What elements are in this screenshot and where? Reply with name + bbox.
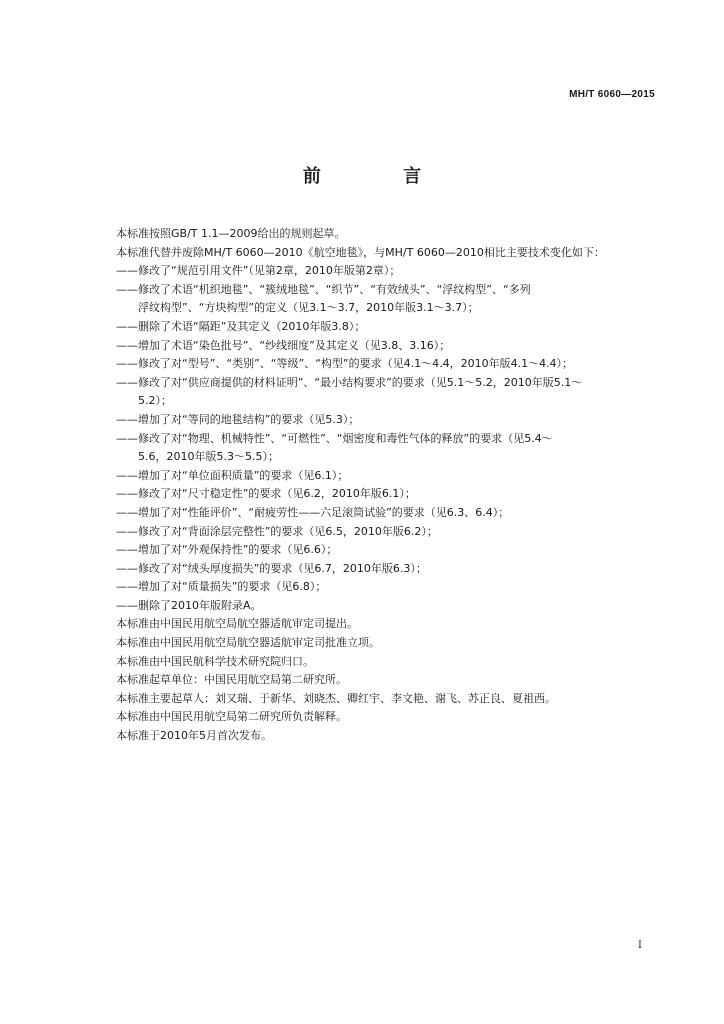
- closing-line: 本标准主要起草人：刘又瑞、于新华、刘晓杰、卿红宇、李文艳、谢飞、苏正良、夏祖西。: [116, 691, 556, 705]
- change-item: [116, 318, 661, 337]
- change-item-text: ——删除了2010年版附录A。: [116, 598, 262, 612]
- closing-line: 本标准由中国民用航空局航空器适航审定司提出。: [116, 617, 358, 631]
- change-item: [116, 262, 661, 281]
- change-item: [116, 337, 661, 356]
- change-item: [116, 560, 661, 579]
- change-item: [116, 578, 661, 597]
- change-item-text: ——增加了对“性能评价”、“耐疲劳性——六足滚筒试验”的要求（见6.3、6.4）；: [116, 505, 510, 519]
- change-item-text: ——修改了对“绒头厚度损失”的要求（见6.7，2010年版6.3）；: [116, 561, 427, 575]
- change-item-text: ——修改了对“供应商提供的材料证明”、“最小结构要求”的要求（见5.1～5.2，2010年版5.1～: [116, 375, 583, 389]
- change-item-text: ——修改了对“型号”、“类别”、“等级”、“构型”的要求（见4.1～4.4，2010年版4.1～4.4）；: [116, 357, 574, 371]
- change-item-text: ——修改了对“物理、机械特性”、“可燃性”、“烟密度和毒性气体的释放”的要求（见5.4～: [116, 431, 553, 445]
- change-item-continuation: 5.2）；: [138, 394, 172, 408]
- change-item: [116, 281, 661, 318]
- change-item-continuation: 浮纹构型”、“方块构型”的定义（见3.1～3.7，2010年版3.1～3.7）；: [138, 301, 479, 315]
- change-item: [116, 411, 661, 430]
- page-title: 前 言: [302, 166, 460, 187]
- change-item: [116, 485, 661, 504]
- change-item-text: ——修改了“规范引用文件”（见第2章，2010年版第2章）；: [116, 264, 401, 278]
- change-item-text: ——修改了对“背面涂层完整性”的要求（见6.5，2010年版6.2）；: [116, 524, 438, 538]
- change-item: [116, 467, 661, 486]
- change-item: [116, 355, 661, 374]
- closing-line: 本标准由中国民用航空局第二研究所负责解释。: [116, 710, 347, 724]
- change-item-text: ——增加了术语“染色批号”、“纱线细度”及其定义（见3.8、3.16）；: [116, 338, 451, 352]
- change-item-text: ——增加了对“单位面积质量”的要求（见6.1）；: [116, 468, 349, 482]
- change-item: [116, 523, 661, 542]
- closing-line: 本标准起草单位：中国民用航空局第二研究所。: [116, 673, 347, 687]
- change-item-text: ——修改了术语“机织地毯”、“簇绒地毯”、“织节”、“有效绒头”、“浮纹构型”、“多列: [116, 282, 531, 296]
- change-item: [116, 597, 661, 616]
- change-item-text: ——增加了对“质量损失”的要求（见6.8）；: [116, 580, 327, 594]
- change-item-text: ——修改了对“尺寸稳定性”的要求（见6.2，2010年版6.1）；: [116, 487, 416, 501]
- closing-line: 本标准由中国民航科学技术研究院归口。: [116, 654, 314, 668]
- closing-line: 本标准由中国民用航空局航空器适航审定司批准立项。: [116, 636, 380, 650]
- change-item: [116, 374, 661, 411]
- change-item: [116, 504, 661, 523]
- change-item-text: ——增加了对“外观保持性”的要求（见6.6）；: [116, 543, 338, 557]
- change-item-text: ——删除了术语“隔距”及其定义（2010年版3.8）；: [116, 319, 366, 333]
- intro-line: 本标准代替并废除MH/T 6060—2010《航空地毯》，与MH/T 6060—2010相比主要技术变化如下：: [116, 245, 605, 259]
- standard-code: MH/T 6060—2015: [569, 89, 655, 100]
- change-item-continuation: 5.6，2010年版5.3～5.5）；: [138, 450, 279, 464]
- foreword-body: [116, 225, 661, 746]
- change-item: [116, 541, 661, 560]
- change-item-text: ——增加了对“等同的地毯结构”的要求（见5.3）；: [116, 412, 360, 426]
- change-item: [116, 430, 661, 467]
- change-list: [116, 262, 661, 615]
- page-number: I: [638, 940, 642, 951]
- intro-line: 本标准按照GB/T 1.1—2009给出的规则起草。: [116, 227, 346, 240]
- closing-line: 本标准于2010年5月首次发布。: [116, 729, 272, 743]
